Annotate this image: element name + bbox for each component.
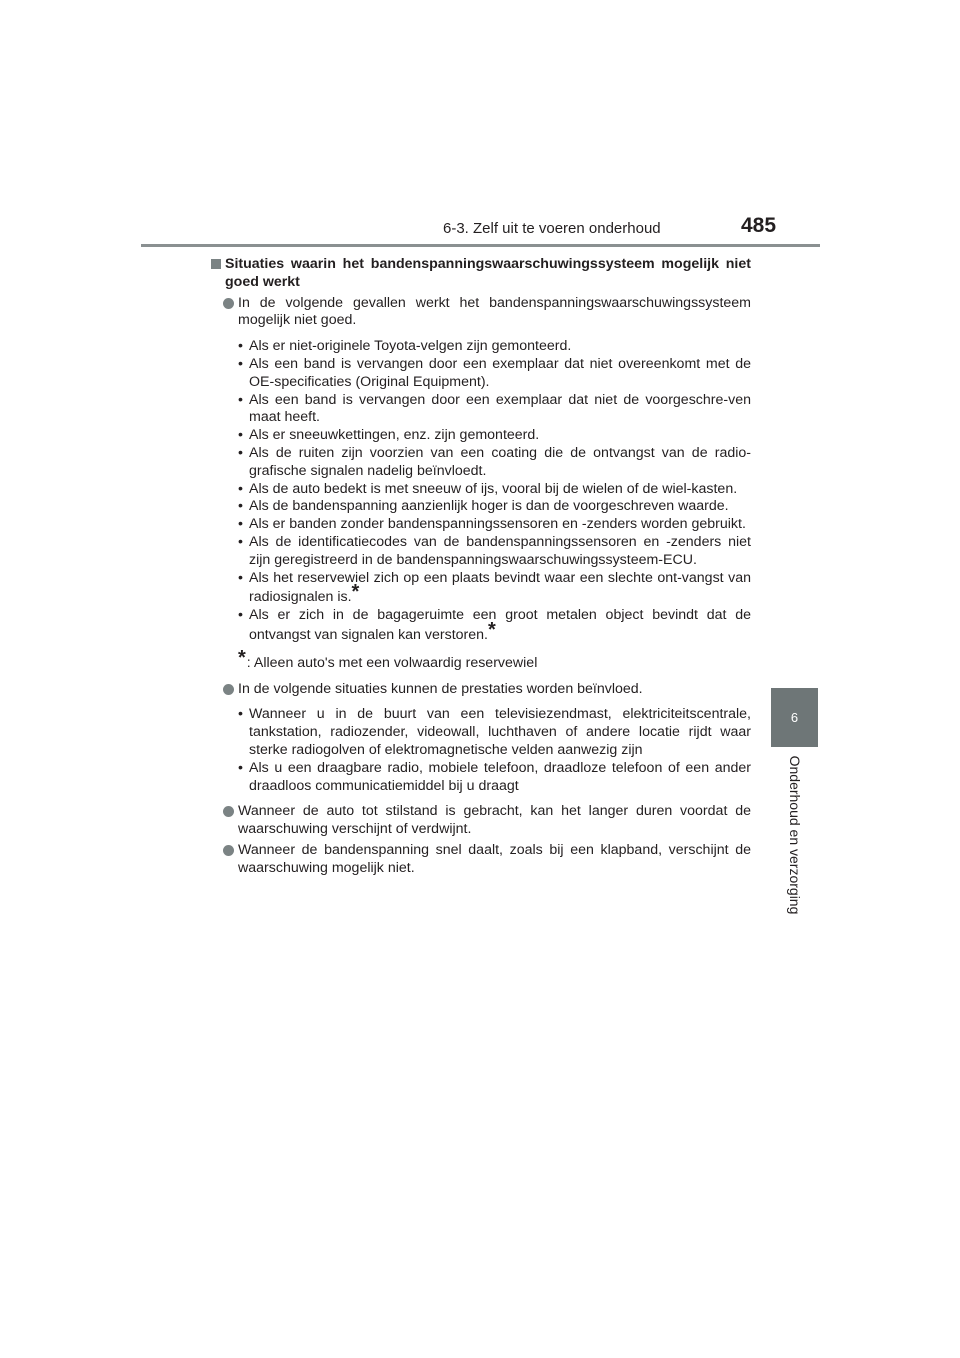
circle-bullet-icon — [223, 806, 234, 817]
square-bullet-icon — [211, 259, 221, 269]
page-number: 485 — [741, 214, 777, 237]
bullet-mark: • — [238, 355, 243, 372]
interference-list — [211, 706, 751, 795]
point-2-text: In de volgende situaties kunnen de prestaties worden beïnvloed. — [238, 680, 643, 697]
bullet-mark: • — [238, 391, 243, 408]
point-4-text: Wanneer de bandenspanning snel daalt, zoals bij een klapband, verschijnt de waarschuwing mogelijk niet. — [238, 841, 751, 876]
footnote — [211, 646, 751, 673]
point-3 — [211, 803, 751, 839]
list-item: • Als een band is vervangen door een exemplaar dat niet de voorgeschre-ven maat heeft. — [238, 391, 751, 426]
list-item: • Als een band is vervangen door een exemplaar dat niet overeenkomt met de OE-specificaties (Original Equipment). — [238, 355, 751, 390]
section-heading — [211, 256, 751, 292]
bullet-mark: • — [238, 480, 243, 497]
header-divider — [141, 244, 820, 247]
point-4 — [211, 842, 751, 878]
chapter-tab — [771, 688, 818, 747]
footnote-text: : Alleen auto's met een volwaardig reservewiel — [246, 654, 538, 671]
conditions-list — [211, 338, 751, 645]
circle-bullet-icon — [223, 845, 234, 856]
list-item: • Als er niet-originele Toyota-velgen zijn gemonteerd. — [238, 338, 572, 355]
list-item: • Als de auto bedekt is met sneeuw of ijs, vooral bij de wielen of de wiel-kasten. — [238, 480, 738, 497]
point-1-text: In de volgende gevallen werkt het bandenspanningswaarschuwingssysteem mogelijk niet goed. — [238, 294, 751, 329]
list-item: • Als de identificatiecodes van de bandenspanningssensoren en -zenders niet zijn geregistreerd in de bandenspanningswaarschuwingssysteem-ECU. — [238, 533, 751, 568]
list-item: • Als de bandenspanning aanzienlijk hoger is dan de voorgeschreven waarde. — [238, 498, 729, 515]
chapter-title-vertical: Onderhoud en verzorging — [787, 755, 803, 915]
bullet-mark: • — [238, 427, 243, 444]
list-item: • Als de ruiten zijn voorzien van een coating die de ontvangst van de radio-grafische signalen nadelig beïnvloedt. — [238, 444, 751, 479]
bullet-mark: • — [238, 338, 243, 355]
footnote-asterisk: * — [351, 581, 360, 604]
section-heading-text: Situaties waarin het bandenspanningswaarschuwingssysteem mogelijk niet goed werkt — [225, 256, 751, 290]
footnote-asterisk: * — [487, 618, 496, 641]
point-3-text: Wanneer de auto tot stilstand is gebracht, kan het langer duren voordat de waarschuwing verschijnt of verdwijnt. — [238, 803, 751, 838]
bullet-mark: • — [238, 444, 243, 461]
list-item: • Als het reservewiel zich op een plaats bevindt waar een slechte ont-vangst van radiosignalen is.* — [238, 569, 751, 606]
chapter-number: 6 — [790, 710, 799, 725]
list-item: • Als er banden zonder bandenspanningssensoren en -zenders worden gebruikt. — [238, 516, 746, 533]
list-item: • Als u een draagbare radio, mobiele telefoon, draadloze telefoon of een ander draadloos communicatiemiddel bij u draagt — [238, 759, 751, 794]
list-item: • Als er sneeuwkettingen, enz. zijn gemonteerd. — [238, 427, 540, 444]
bullet-mark: • — [238, 569, 243, 586]
bullet-mark: • — [238, 516, 243, 533]
bullet-mark: • — [238, 607, 243, 624]
footnote-asterisk: * — [238, 646, 246, 669]
bullet-mark: • — [238, 498, 243, 515]
bullet-mark: • — [238, 759, 243, 776]
circle-bullet-icon — [223, 298, 234, 309]
list-item: • Wanneer u in de buurt van een televisiezendmast, elektriciteitscentrale, tankstation, radiozender, videowall, luchthaven of andere locatie rijdt waar sterke radiogolven of elektromagnetische velden aanwezig zijn — [238, 706, 751, 758]
list-item: • Als er zich in de bagageruimte een groot metalen object bevindt dat de ontvangst van signalen kan verstoren.* — [238, 607, 751, 643]
running-header-section: 6-3. Zelf uit te voeren onderhoud — [443, 220, 661, 237]
point-2 — [211, 681, 751, 699]
bullet-mark: • — [238, 533, 243, 550]
page-content — [211, 256, 751, 881]
bullet-mark: • — [238, 706, 243, 723]
point-1 — [211, 295, 751, 331]
circle-bullet-icon — [223, 684, 234, 695]
